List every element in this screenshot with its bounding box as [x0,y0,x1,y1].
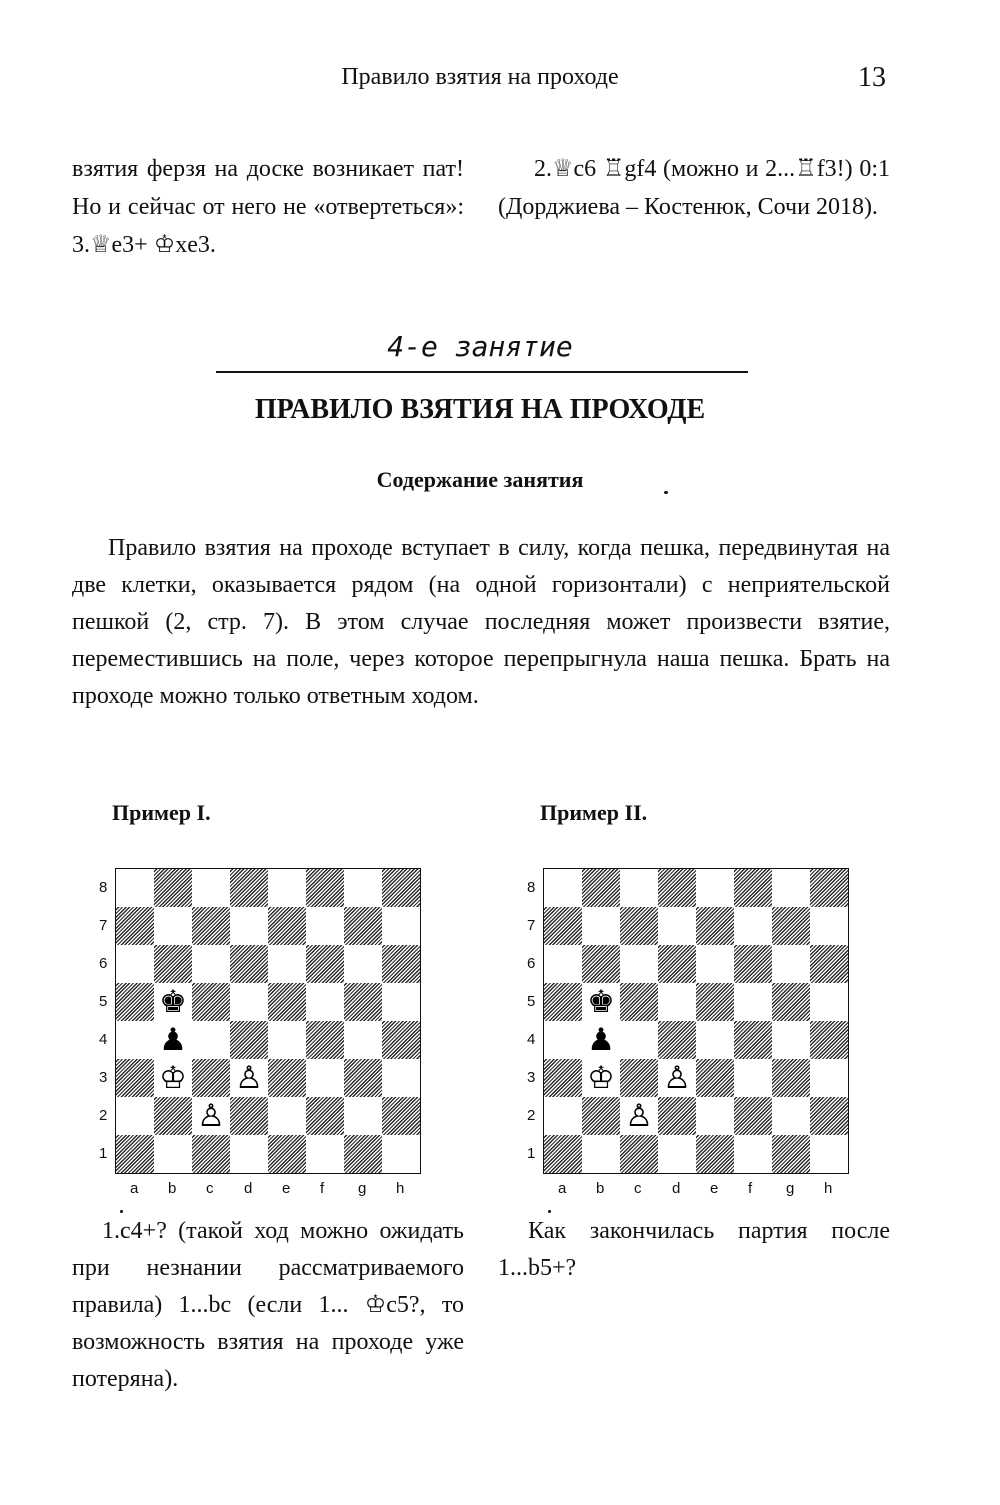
square-h4 [810,1021,848,1059]
square-f4 [306,1021,344,1059]
square-a5 [544,983,582,1021]
file-label: c [634,1180,642,1197]
rank-label: 3 [99,1069,108,1086]
rank-label: 2 [527,1107,536,1124]
square-e6 [268,945,306,983]
square-d1 [230,1135,268,1173]
square-f7 [734,907,772,945]
black-pawn-icon: ♟ [582,1021,620,1059]
square-d4 [230,1021,268,1059]
file-label: e [710,1180,719,1197]
square-c8 [192,869,230,907]
square-e8 [268,869,306,907]
square-a7 [116,907,154,945]
white-king-icon: ♔ [154,1059,192,1097]
square-d8 [230,869,268,907]
white-king-icon: ♔ [582,1059,620,1097]
square-a4 [116,1021,154,1059]
square-c8 [620,869,658,907]
square-h4 [382,1021,420,1059]
square-e5 [696,983,734,1021]
rank-label: 8 [99,879,108,896]
running-title: Правило взятия на проходе [341,64,619,90]
square-f6 [306,945,344,983]
rank-label: 4 [99,1031,108,1048]
square-e4 [268,1021,306,1059]
continuation-left [72,150,464,264]
square-d1 [658,1135,696,1173]
square-f5 [306,983,344,1021]
square-g7 [344,907,382,945]
square-h6 [382,945,420,983]
square-a4 [544,1021,582,1059]
square-d5 [658,983,696,1021]
rank-label: 5 [527,993,536,1010]
title-rule [216,371,748,373]
square-a2 [116,1097,154,1135]
square-a3 [544,1059,582,1097]
square-a1 [544,1135,582,1173]
square-f1 [734,1135,772,1173]
file-label: a [130,1180,139,1197]
square-h2 [810,1097,848,1135]
square-b2 [154,1097,192,1135]
file-label: b [596,1180,605,1197]
square-c5 [620,983,658,1021]
section-subtitle: Содержание занятия [376,467,584,492]
square-c7 [620,907,658,945]
file-label: e [282,1180,291,1197]
square-e1 [268,1135,306,1173]
square-a3 [116,1059,154,1097]
square-e1 [696,1135,734,1173]
square-f3 [306,1059,344,1097]
square-a5 [116,983,154,1021]
square-d7 [230,907,268,945]
file-label: c [206,1180,214,1197]
rank-label: 1 [527,1145,536,1162]
rank-label: 2 [99,1107,108,1124]
square-h5 [382,983,420,1021]
file-label: h [824,1180,833,1197]
file-label: g [786,1180,795,1197]
example-2-caption: Как закончилась партия после 1...b5+? [498,1218,890,1281]
file-label: f [320,1180,325,1197]
square-f7 [306,907,344,945]
square-f3 [734,1059,772,1097]
square-f6 [734,945,772,983]
square-d2 [230,1097,268,1135]
square-b6 [582,945,620,983]
white-pawn-icon: ♙ [658,1059,696,1097]
square-g6 [344,945,382,983]
continuation-left-text: взятия ферзя на доске возникает пат! Но и сейчас от него не «отвертеться»: 3.♕e3+ ♔xe3. [72,156,464,258]
rank-label: 6 [99,955,108,972]
square-c5 [192,983,230,1021]
square-c4 [192,1021,230,1059]
chapter-title: ПРАВИЛО ВЗЯТИЯ НА ПРОХОДЕ [254,394,706,425]
square-d6 [230,945,268,983]
square-d8 [658,869,696,907]
lesson-label: 4-е занятие [387,330,573,363]
square-d2 [658,1097,696,1135]
square-f2 [734,1097,772,1135]
square-e2 [268,1097,306,1135]
square-f1 [306,1135,344,1173]
square-c6 [192,945,230,983]
rank-label: 5 [99,993,108,1010]
square-d7 [658,907,696,945]
square-e2 [696,1097,734,1135]
square-a6 [544,945,582,983]
black-king-icon: ♚ [154,983,192,1021]
square-a6 [116,945,154,983]
square-d5 [230,983,268,1021]
square-b1 [582,1135,620,1173]
square-g8 [772,869,810,907]
square-e5 [268,983,306,1021]
square-b7 [154,907,192,945]
file-label: b [168,1180,177,1197]
square-h2 [382,1097,420,1135]
square-a2 [544,1097,582,1135]
square-a1 [116,1135,154,1173]
square-h1 [810,1135,848,1173]
square-e3 [268,1059,306,1097]
square-b7 [582,907,620,945]
square-b1 [154,1135,192,1173]
square-e4 [696,1021,734,1059]
square-g7 [772,907,810,945]
white-pawn-icon: ♙ [620,1097,658,1135]
square-b6 [154,945,192,983]
square-c1 [192,1135,230,1173]
square-h8 [382,869,420,907]
square-a8 [544,869,582,907]
square-h3 [810,1059,848,1097]
square-g5 [344,983,382,1021]
board-frame [115,868,421,1174]
square-g8 [344,869,382,907]
square-f5 [734,983,772,1021]
square-g4 [772,1021,810,1059]
square-h5 [810,983,848,1021]
square-f8 [306,869,344,907]
body-paragraph: Правило взятия на проходе вступает в силу, когда пешка, передвинутая на две клетки, оказывается рядом (на одной горизонтали) с неприятельской пешкой (2, стр. 7). В этом случае последняя может произвести взятие, переместившись на поле, через которое перепрыгнула наша пешка. Брать на проходе можно только ответным ходом. [72,535,890,709]
square-h7 [810,907,848,945]
continuation-right [498,150,890,226]
white-pawn-icon: ♙ [192,1097,230,1135]
black-pawn-icon: ♟ [154,1021,192,1059]
square-h6 [810,945,848,983]
square-h1 [382,1135,420,1173]
rank-label: 3 [527,1069,536,1086]
square-d4 [658,1021,696,1059]
file-label: d [672,1180,681,1197]
page-number: 13 [858,62,886,93]
square-b2 [582,1097,620,1135]
rank-label: 4 [527,1031,536,1048]
square-c7 [192,907,230,945]
square-f2 [306,1097,344,1135]
example-2-title: Пример II. [540,800,648,825]
file-label: a [558,1180,567,1197]
square-g6 [772,945,810,983]
square-c4 [620,1021,658,1059]
square-a8 [116,869,154,907]
square-g3 [772,1059,810,1097]
file-label: h [396,1180,405,1197]
square-e6 [696,945,734,983]
file-label: f [748,1180,753,1197]
square-b8 [582,869,620,907]
square-g1 [772,1135,810,1173]
continuation-right-text: 2.♕c6 ♖gf4 (можно и 2...♖f3!) 0:1 (Дорджиева – Костенюк, Сочи 2018). [498,156,890,220]
file-label: d [244,1180,253,1197]
square-e7 [696,907,734,945]
square-a7 [544,907,582,945]
rank-label: 7 [99,917,108,934]
white-pawn-icon: ♙ [230,1059,268,1097]
square-e8 [696,869,734,907]
rank-label: 7 [527,917,536,934]
file-label: g [358,1180,367,1197]
square-c6 [620,945,658,983]
square-d6 [658,945,696,983]
black-king-icon: ♚ [582,983,620,1021]
square-b8 [154,869,192,907]
square-g3 [344,1059,382,1097]
board-frame [543,868,849,1174]
example-1-caption: 1.c4+? (такой ход можно ожидать при незнании рассматриваемого правила) 1...bc (если 1... ♔c5?, то возможность взятия на проходе уже потеряна). [72,1218,464,1392]
square-f8 [734,869,772,907]
square-g2 [772,1097,810,1135]
square-g5 [772,983,810,1021]
square-c1 [620,1135,658,1173]
rank-label: 8 [527,879,536,896]
speck [664,491,668,494]
square-g4 [344,1021,382,1059]
square-c3 [192,1059,230,1097]
square-e3 [696,1059,734,1097]
square-g1 [344,1135,382,1173]
square-g2 [344,1097,382,1135]
square-c3 [620,1059,658,1097]
square-h8 [810,869,848,907]
rank-label: 6 [527,955,536,972]
square-h3 [382,1059,420,1097]
example-1-title: Пример I. [112,800,211,825]
square-f4 [734,1021,772,1059]
rank-label: 1 [99,1145,108,1162]
square-h7 [382,907,420,945]
square-e7 [268,907,306,945]
